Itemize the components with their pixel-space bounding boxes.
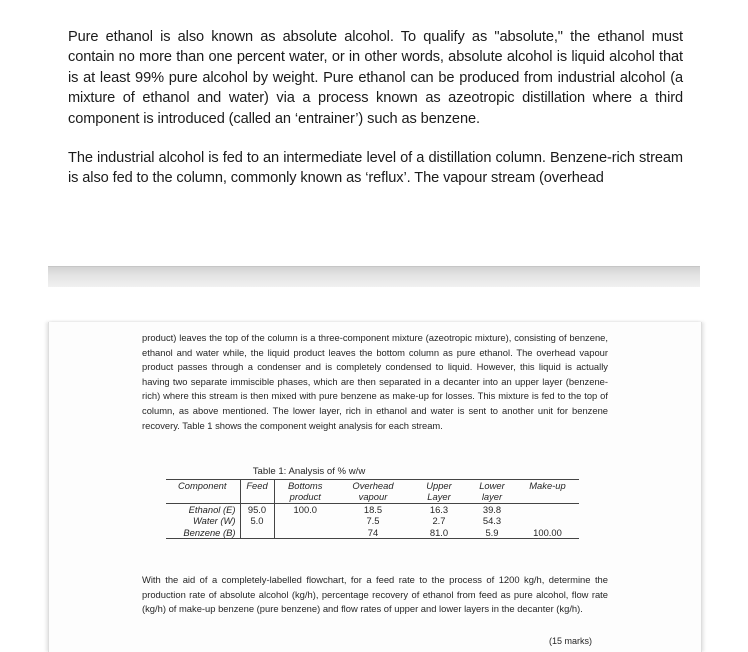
analysis-table	[166, 479, 579, 539]
header-upper-2: Layer	[427, 491, 451, 503]
header-bottoms: Bottoms	[274, 480, 336, 492]
header-lower: Lower	[468, 480, 516, 492]
cell-feed	[240, 527, 274, 539]
row-label: Water (W)	[166, 515, 240, 526]
intro-paragraph: Pure ethanol is also known as absolute alcohol. To qualify as "absolute," the ethanol must contain no more than one percent water, or in other words, absolute alcohol is liquid alcohol that is at least 99% pure alcohol by weight. Pure ethanol can be produced from industrial alcohol (a mixture of ethanol and water) via a process known as azeotropic distillation where a third component is introduced (called an ‘entrainer’) such as benzene.	[68, 28, 683, 127]
question-paragraph: With the aid of a completely-labelled flowchart, for a feed rate to the process of 1200 kg/h, determine the production rate of absolute alcohol (kg/h), percentage recovery of ethanol from feed as pure alcohol, flow rate (kg/h) of make-up benzene (pure benzene) and flow rates of upper and lower layers in the decanter (kg/h).	[142, 574, 608, 615]
table-row-ethanol	[166, 503, 579, 515]
header-component: Component	[166, 480, 240, 492]
cell-makeup	[516, 503, 579, 515]
header-lower-2: layer	[481, 491, 503, 503]
cell-overhead: 74	[336, 527, 410, 539]
cell-upper: 2.7	[432, 515, 446, 527]
table-header-row	[166, 480, 579, 492]
header-feed-2	[240, 491, 274, 503]
row-label: Ethanol (E)	[166, 503, 240, 515]
cell-lower: 5.9	[468, 527, 516, 539]
cell-overhead: 7.5	[366, 515, 380, 527]
row-label: Benzene (B)	[166, 527, 240, 539]
description-paragraph: product) leaves the top of the column is a three-component mixture (azeotropic mixture), consisting of benzene, ethanol and water while, the liquid product leaves the bottom column as pure ethanol. The overhead vapour product passes through a condenser and is completely condensed to liquid. However, this liquid is actually having two separate immiscible phases, which are then separated in a decanter into an upper layer (benzene-rich) where this stream is then mixed with pure benzene as make-up for losses. This mixture is fed to the top of column, as above mentioned. The lower layer, rich in ethanol and water is sent to another unit for benzene recovery. Table 1 shows the component weight analysis for each stream.	[142, 332, 608, 431]
header-upper: Upper	[410, 480, 468, 492]
cell-makeup: 100.00	[516, 527, 579, 539]
header-overhead-2: vapour	[358, 491, 388, 503]
header-overhead: Overhead	[336, 480, 410, 492]
cell-feed: 95.0	[240, 503, 274, 515]
document-page	[48, 322, 702, 652]
header-component-2	[166, 491, 240, 503]
header-bottoms-2: product	[289, 491, 321, 503]
page-divider	[48, 266, 700, 287]
table-header-row-2	[166, 491, 579, 503]
header-makeup-2	[516, 491, 579, 503]
cell-upper: 81.0	[410, 527, 468, 539]
cell-makeup	[516, 515, 579, 526]
cell-overhead: 18.5	[336, 503, 410, 515]
cell-lower: 54.3	[482, 515, 502, 527]
cell-feed: 5.0	[240, 515, 274, 526]
table-row-water	[166, 515, 579, 526]
cell-upper: 16.3	[410, 503, 468, 515]
cell-bottoms: 100.0	[274, 503, 336, 515]
process-paragraph: The industrial alcohol is fed to an intermediate level of a distillation column. Benzene-rich stream is also fed to the column, commonly known as ‘reflux’. The vapour stream (overhead	[68, 149, 683, 187]
marks-label: (15 marks)	[549, 636, 593, 646]
cell-bottoms	[274, 527, 336, 539]
header-feed: Feed	[240, 480, 274, 492]
header-makeup: Make-up	[516, 480, 579, 492]
table-row-benzene	[166, 527, 579, 539]
table-caption: Table 1: Analysis of % w/w	[252, 466, 366, 477]
cell-lower: 39.8	[468, 503, 516, 515]
cell-bottoms	[274, 515, 336, 526]
